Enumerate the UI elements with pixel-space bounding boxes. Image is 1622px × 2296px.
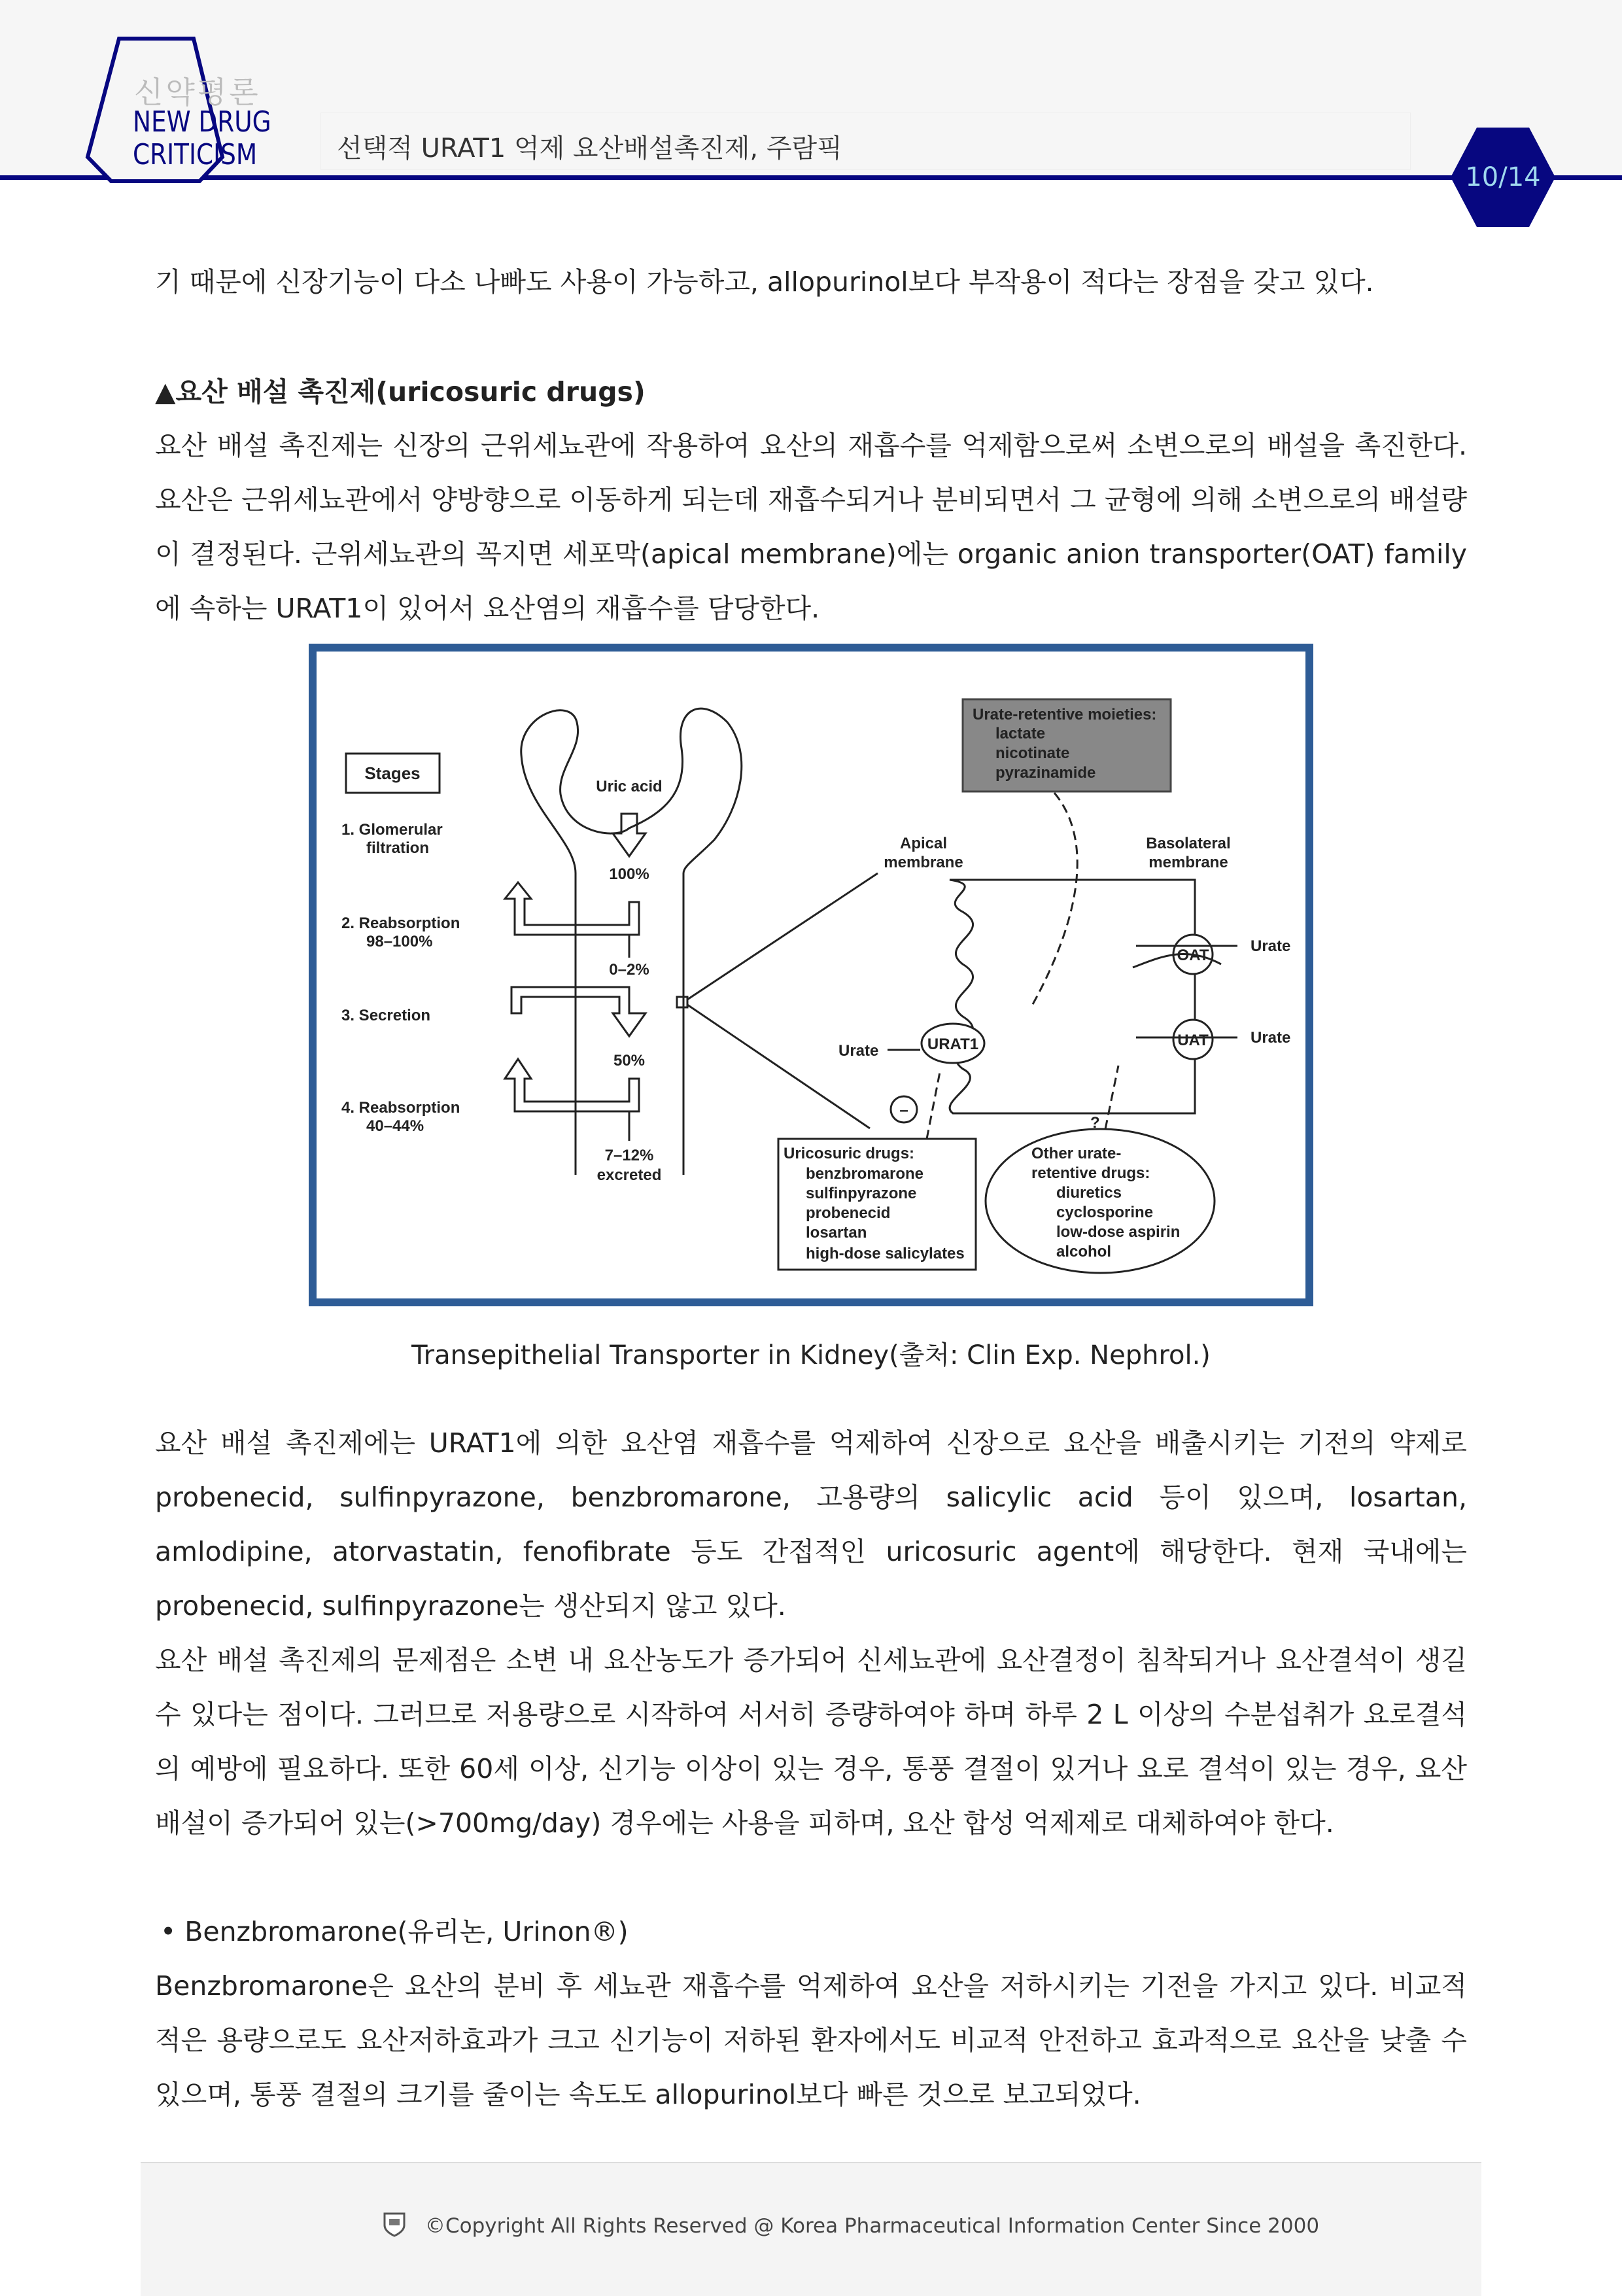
stages-label: Stages <box>364 763 421 783</box>
retentive-item: pyrazinamide <box>995 764 1096 782</box>
urate-label: Urate <box>1251 1029 1291 1047</box>
oat-label: OAT <box>1177 947 1209 964</box>
paragraph-4: Benzbromarone은 요산의 분비 후 세뇨관 재흡수를 억제하여 요산을 저하시키는 기전을 가지고 있다. 비교적 적은 용량으로도 요산저하효과가 크고 신기능이 저하된 환자에서도 비교적 안전하고 효과적으로 요산을 낮출 수 있으며, 통풍 결절의 크기를 줄이는 속도도 allopurinol보다 빠른 것으로 보고되었다. <box>155 1970 1467 2110</box>
uricosuric-item: benzbromarone <box>806 1165 924 1183</box>
reabsorption-arrow-1 <box>505 882 639 935</box>
section-title: ▲요산 배설 촉진제(uricosuric drugs) <box>155 376 646 408</box>
filtration-arrow <box>613 814 646 856</box>
logo-english <box>133 106 271 171</box>
figure-caption: Transepithelial Transporter in Kidney(출처: Clin Exp. Nephrol.) <box>411 1340 1211 1370</box>
basolateral-label: Basolateral <box>1146 835 1231 852</box>
secretion-arrow <box>511 987 646 1036</box>
basolateral-label-2: membrane <box>1148 854 1228 871</box>
excreted-label: excreted <box>596 1166 662 1184</box>
uricosuric-title: Uricosuric drugs: <box>784 1145 915 1162</box>
paragraph-3: 요산 배설 촉진제의 문제점은 소변 내 요산농도가 증가되어 신세뇨관에 요산결정이 침착되거나 요산결석이 생길 수 있다는 점이다. 그러므로 저용량으로 시작하여 서서히 증량하여야 하며 하루 2 L 이상의 수분섭취가 요로결석의 예방에 필요하다. 또한 60세 이상, 신기능 이상이 있는 경우, 통풍 결절이 있거나 요로 결석이 있는 경우, 요산 배설이 증가되어 있는(>700mg/day) 경우에는 사용을 피하며, 요산 합성 억제제로 대체하여야 한다. <box>155 1644 1467 1839</box>
cell-marker <box>677 997 687 1007</box>
other-title-2: retentive drugs: <box>1031 1164 1150 1182</box>
other-item: cyclosporine <box>1056 1204 1154 1221</box>
urate-label: Urate <box>1251 937 1291 955</box>
uat-label: UAT <box>1177 1032 1209 1049</box>
stage-1: 1. Glomerular <box>341 821 443 839</box>
pct-100: 100% <box>609 865 649 883</box>
paragraph-1: 요산 배설 촉진제는 신장의 근위세뇨관에 작용하여 요산의 재흡수를 억제함으로써 소변으로의 배설을 촉진한다. 요산은 근위세뇨관에서 양방향으로 이동하게 되는데 재흡수되거나 분비되면서 그 균형에 의해 소변으로의 배설량이 결정된다. 근위세뇨관의 꼭지면 세포막(apical membrane)에는 organic anion transporter(OAT) family에 속하는 URAT1이 있어서 요산염의 재흡수를 담당한다. <box>155 430 1467 624</box>
pct-50: 50% <box>613 1052 646 1070</box>
stage-2: 2. Reabsorption <box>341 914 460 932</box>
other-item: alcohol <box>1056 1243 1112 1261</box>
stage-1-sub: filtration <box>366 839 429 857</box>
uricosuric-item: high-dose salicylates <box>806 1245 965 1262</box>
page-number: 10/14 <box>1465 162 1541 192</box>
copyright: ©Copyright All Rights Reserved @ Korea Pharmaceutical Information Center Since 2000 <box>425 2214 1320 2238</box>
uricosuric-item: probenecid <box>806 1204 891 1222</box>
paragraph-2: 요산 배설 촉진제에는 URAT1에 의한 요산염 재흡수를 억제하여 신장으로 요산을 배출시키는 기전의 약제로 probenecid, sulfinpyrazone, benzbromarone, 고용량의 salicylic acid 등이 있으며, losartan, amlodipine, atorvastatin, fenofibrate 등도 간접적인 uricosuric agent에 해당한다. 현재 국내에는 probenecid, sulfinpyrazone는 생산되지 않고 있다. <box>155 1427 1467 1622</box>
apical-label-2: membrane <box>884 854 963 871</box>
uricosuric-item: losartan <box>806 1224 867 1242</box>
urate-label: Urate <box>838 1042 879 1060</box>
uricosuric-item: sulfinpyrazone <box>806 1185 917 1202</box>
minus-sign: – <box>899 1102 908 1119</box>
transporter-diagram <box>309 644 1313 1306</box>
logo-line-2: CRITICISM <box>133 138 258 171</box>
uric-acid-label: Uric acid <box>596 778 663 795</box>
cell-outline <box>950 880 1195 1113</box>
stage-3: 3. Secretion <box>341 1007 431 1024</box>
question-mark: ? <box>1090 1114 1100 1132</box>
apical-label: Apical <box>899 835 948 852</box>
other-item: low-dose aspirin <box>1056 1223 1181 1241</box>
bullet-benzbromarone: • Benzbromarone(유리논, Urinon®) <box>160 1916 629 1947</box>
logo-korean: 신약평론 <box>134 75 261 110</box>
other-item: diuretics <box>1056 1184 1122 1202</box>
retentive-item: nicotinate <box>995 744 1070 762</box>
stage-4-sub: 40–44% <box>366 1117 424 1135</box>
stage-2-sub: 98–100% <box>366 933 433 950</box>
intro-text: 기 때문에 신장기능이 다소 나빠도 사용이 가능하고, allopurinol보다 부작용이 적다는 장점을 갖고 있다. <box>155 266 1374 298</box>
logo-line-1: NEW DRUG <box>133 105 271 139</box>
retentive-title: Urate-retentive moieties: <box>973 706 1157 723</box>
pct-0-2: 0–2% <box>609 961 649 979</box>
document-title: 선택적 URAT1 억제 요산배설촉진제, 주람픽 <box>337 133 842 164</box>
other-title: Other urate- <box>1031 1145 1122 1162</box>
stage-4: 4. Reabsorption <box>341 1099 460 1117</box>
pct-7-12: 7–12% <box>604 1147 654 1164</box>
retentive-item: lactate <box>995 725 1046 742</box>
emblem-icon <box>383 2211 406 2237</box>
urat1-label: URAT1 <box>927 1035 979 1053</box>
